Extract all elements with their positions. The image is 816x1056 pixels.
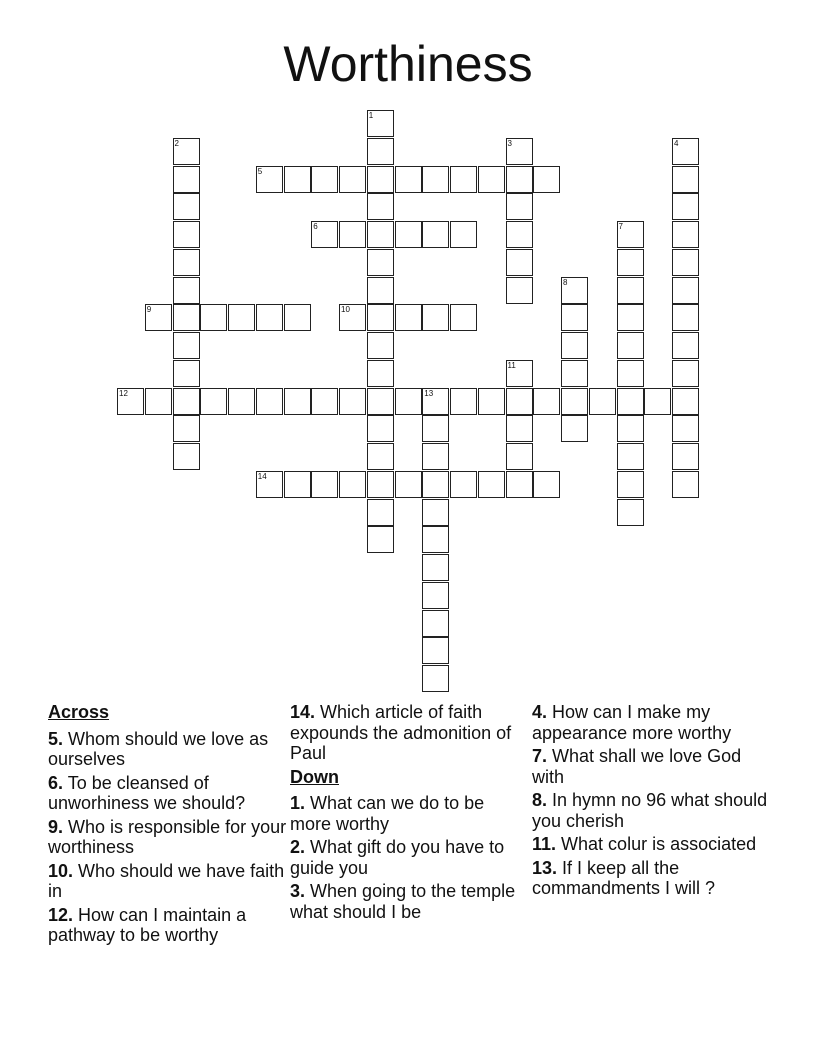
clue-number: 6. <box>48 772 64 793</box>
grid-cell[interactable] <box>339 166 366 193</box>
cell-number: 8 <box>563 277 568 287</box>
clue-number: 9. <box>48 816 64 837</box>
grid-cell[interactable] <box>450 471 477 498</box>
grid-cell[interactable] <box>422 582 449 609</box>
grid-cell[interactable] <box>422 415 449 442</box>
grid-cell[interactable] <box>672 471 699 498</box>
clue-text: In hymn no 96 what should you cherish <box>532 790 768 831</box>
grid-cell[interactable] <box>478 388 505 415</box>
clue-across-6 <box>48 773 288 814</box>
clue-number: 4. <box>532 702 548 722</box>
grid-cell[interactable] <box>617 471 644 498</box>
cell-number: 5 <box>257 166 263 176</box>
grid-cell[interactable] <box>173 415 200 442</box>
cell-number: 6 <box>313 222 318 231</box>
clue-down-7 <box>532 746 772 787</box>
grid-cell[interactable] <box>672 277 699 304</box>
grid-cell[interactable] <box>422 166 449 193</box>
grid-cell[interactable] <box>367 138 394 165</box>
clues-column-2 <box>290 702 525 925</box>
clue-number: 2. <box>290 837 306 857</box>
grid-cell[interactable] <box>617 304 644 331</box>
grid-cell[interactable] <box>367 360 394 387</box>
grid-cell[interactable] <box>367 277 394 304</box>
grid-cell[interactable] <box>367 388 394 415</box>
grid-cell[interactable] <box>256 304 283 331</box>
grid-cell[interactable] <box>672 249 699 276</box>
grid-cell[interactable] <box>173 166 200 193</box>
cell-number: 3 <box>507 138 512 148</box>
grid-cell[interactable] <box>367 526 394 553</box>
grid-cell[interactable] <box>311 221 338 248</box>
grid-cell[interactable] <box>672 138 699 165</box>
grid-cell[interactable] <box>672 388 699 415</box>
grid-cell[interactable] <box>506 193 533 220</box>
cell-number: 12 <box>119 388 128 398</box>
grid-cell[interactable] <box>422 665 449 692</box>
grid-cell[interactable] <box>367 193 394 220</box>
clue-across-14 <box>290 702 525 764</box>
cell-number: 13 <box>424 388 434 398</box>
grid-cell[interactable] <box>284 166 311 193</box>
grid-cell[interactable] <box>478 471 505 498</box>
grid-cell[interactable] <box>339 471 366 498</box>
grid-cell[interactable] <box>506 415 533 442</box>
clue-text: Whom should we love as ourselves <box>48 728 269 769</box>
page-title: Worthiness <box>283 36 533 92</box>
clue-text: How can I maintain a pathway to be worthy <box>48 904 247 945</box>
clue-down-8 <box>532 790 772 831</box>
grid-cell[interactable] <box>617 415 644 442</box>
clue-text: What gift do you have to guide you <box>290 837 505 878</box>
grid-cell[interactable] <box>367 499 394 526</box>
grid-cell[interactable] <box>450 304 477 331</box>
grid-cell[interactable] <box>173 443 200 470</box>
grid-cell[interactable] <box>367 166 394 193</box>
clue-down-1 <box>290 793 525 834</box>
grid-cell[interactable] <box>617 388 644 415</box>
grid-cell[interactable] <box>173 388 200 415</box>
grid-cell[interactable] <box>561 332 588 359</box>
grid-cell[interactable] <box>672 166 699 193</box>
grid-cell[interactable] <box>450 166 477 193</box>
clue-text: What shall we love God with <box>532 746 742 787</box>
grid-cell[interactable] <box>173 332 200 359</box>
grid-cell[interactable] <box>561 277 588 304</box>
clues-column-1 <box>48 702 288 949</box>
grid-cell[interactable] <box>367 443 394 470</box>
grid-cell[interactable] <box>506 138 533 165</box>
grid-cell[interactable] <box>173 221 200 248</box>
grid-cell[interactable] <box>506 166 533 193</box>
grid-cell[interactable] <box>672 332 699 359</box>
grid-cell[interactable] <box>228 304 255 331</box>
across-heading: Across <box>48 702 110 722</box>
grid-cell[interactable] <box>533 166 560 193</box>
clue-number: 11. <box>532 834 557 854</box>
grid-cell[interactable] <box>422 471 449 498</box>
grid-cell[interactable] <box>506 388 533 415</box>
grid-cell[interactable] <box>478 166 505 193</box>
grid-cell[interactable] <box>339 221 366 248</box>
grid-cell[interactable] <box>395 166 422 193</box>
cell-number: 4 <box>674 138 679 148</box>
clue-number: 3. <box>290 881 306 901</box>
grid-cell[interactable] <box>506 443 533 470</box>
grid-cell[interactable] <box>367 110 394 137</box>
grid-cell[interactable] <box>284 471 311 498</box>
grid-cell[interactable] <box>672 304 699 331</box>
grid-cell[interactable] <box>173 193 200 220</box>
grid-cell[interactable] <box>617 332 644 359</box>
clue-across-10 <box>48 861 288 902</box>
grid-cell[interactable] <box>561 360 588 387</box>
grid-cell[interactable] <box>311 388 338 415</box>
grid-cell[interactable] <box>395 304 422 331</box>
cell-number: 10 <box>341 305 350 315</box>
grid-cell[interactable] <box>422 221 449 248</box>
cell-number: 14 <box>257 471 267 481</box>
clue-number: 5. <box>48 728 64 749</box>
grid-cell[interactable] <box>395 388 422 415</box>
grid-cell[interactable] <box>311 471 338 498</box>
clue-down-11 <box>532 834 772 855</box>
clue-number: 7. <box>532 746 548 766</box>
clue-number: 12. <box>48 904 74 925</box>
grid-cell[interactable] <box>561 304 588 331</box>
grid-cell[interactable] <box>422 388 449 415</box>
grid-cell[interactable] <box>200 304 227 331</box>
grid-cell[interactable] <box>672 443 699 470</box>
clue-number: 10. <box>48 860 74 881</box>
grid-cell[interactable] <box>228 388 255 415</box>
cell-number: 9 <box>146 305 152 315</box>
grid-cell[interactable] <box>422 304 449 331</box>
grid-cell[interactable] <box>367 471 394 498</box>
grid-cell[interactable] <box>506 360 533 387</box>
grid-cell[interactable] <box>533 388 560 415</box>
grid-cell[interactable] <box>256 471 283 498</box>
clue-down-4 <box>532 702 772 743</box>
grid-cell[interactable] <box>367 415 394 442</box>
grid-cell[interactable] <box>672 415 699 442</box>
grid-cell[interactable] <box>672 360 699 387</box>
clue-number: 1. <box>290 793 306 813</box>
grid-cell[interactable] <box>422 637 449 664</box>
grid-cell[interactable] <box>173 249 200 276</box>
grid-cell[interactable] <box>506 277 533 304</box>
grid-cell[interactable] <box>117 388 144 415</box>
grid-cell[interactable] <box>644 388 671 415</box>
grid-cell[interactable] <box>284 388 311 415</box>
grid-cell[interactable] <box>617 360 644 387</box>
clue-text: When going to the temple what should I be <box>290 881 516 922</box>
grid-cell[interactable] <box>367 304 394 331</box>
clue-down-3 <box>290 881 525 922</box>
grid-cell[interactable] <box>617 249 644 276</box>
clue-number: 8. <box>532 790 548 810</box>
grid-cell[interactable] <box>561 415 588 442</box>
grid-cell[interactable] <box>506 249 533 276</box>
grid-cell[interactable] <box>311 166 338 193</box>
grid-cell[interactable] <box>422 499 449 526</box>
grid-cell[interactable] <box>200 388 227 415</box>
grid-cell[interactable] <box>145 304 172 331</box>
cell-number: 7 <box>618 222 623 231</box>
clue-across-5 <box>48 729 288 770</box>
grid-cell[interactable] <box>173 360 200 387</box>
clue-text: Who is responsible for your worthiness <box>48 816 287 857</box>
clue-text: To be cleansed of unworhiness we should? <box>48 772 246 813</box>
grid-cell[interactable] <box>367 221 394 248</box>
grid-cell[interactable] <box>506 471 533 498</box>
grid-cell[interactable] <box>422 554 449 581</box>
grid-cell[interactable] <box>422 526 449 553</box>
grid-cell[interactable] <box>145 388 172 415</box>
grid-cell[interactable] <box>395 221 422 248</box>
grid-cell[interactable] <box>256 388 283 415</box>
grid-cell[interactable] <box>422 443 449 470</box>
grid-cell[interactable] <box>450 221 477 248</box>
clue-number: 13. <box>532 857 558 878</box>
grid-cell[interactable] <box>339 304 366 331</box>
grid-cell[interactable] <box>339 388 366 415</box>
grid-cell[interactable] <box>173 138 200 165</box>
grid-cell[interactable] <box>672 221 699 248</box>
grid-cell[interactable] <box>617 221 644 248</box>
grid-cell[interactable] <box>450 388 477 415</box>
clues-column-3 <box>532 702 772 902</box>
grid-cell[interactable] <box>284 304 311 331</box>
clue-across-12 <box>48 905 288 946</box>
grid-cell[interactable] <box>395 471 422 498</box>
grid-cell[interactable] <box>256 166 283 193</box>
down-heading: Down <box>290 766 339 787</box>
clue-text: Which article of faith expounds the admonition of Paul <box>290 702 512 763</box>
clue-text: What can we do to be more worthy <box>290 793 485 834</box>
clue-across-9 <box>48 817 288 858</box>
cell-number: 1 <box>368 111 374 120</box>
grid-cell[interactable] <box>617 443 644 470</box>
grid-cell[interactable] <box>367 332 394 359</box>
grid-cell[interactable] <box>367 249 394 276</box>
grid-cell[interactable] <box>422 610 449 637</box>
cell-number: 2 <box>174 138 179 148</box>
grid-cell[interactable] <box>672 193 699 220</box>
clue-text: If I keep all the commandments I will ? <box>532 857 716 898</box>
clue-number: 14. <box>290 702 316 722</box>
grid-cell[interactable] <box>617 277 644 304</box>
grid-cell[interactable] <box>561 388 588 415</box>
grid-cell[interactable] <box>589 388 616 415</box>
grid-cell[interactable] <box>533 471 560 498</box>
grid-cell[interactable] <box>617 499 644 526</box>
clue-text: How can I make my appearance more worthy <box>532 702 732 743</box>
grid-cell[interactable] <box>173 304 200 331</box>
grid-cell[interactable] <box>506 221 533 248</box>
clue-down-13 <box>532 858 772 899</box>
clue-down-2 <box>290 837 525 878</box>
grid-cell[interactable] <box>173 277 200 304</box>
cell-number: 11 <box>507 360 516 370</box>
clue-text: Who should we have faith in <box>48 860 285 901</box>
clue-text: What colur is associated <box>561 834 757 854</box>
